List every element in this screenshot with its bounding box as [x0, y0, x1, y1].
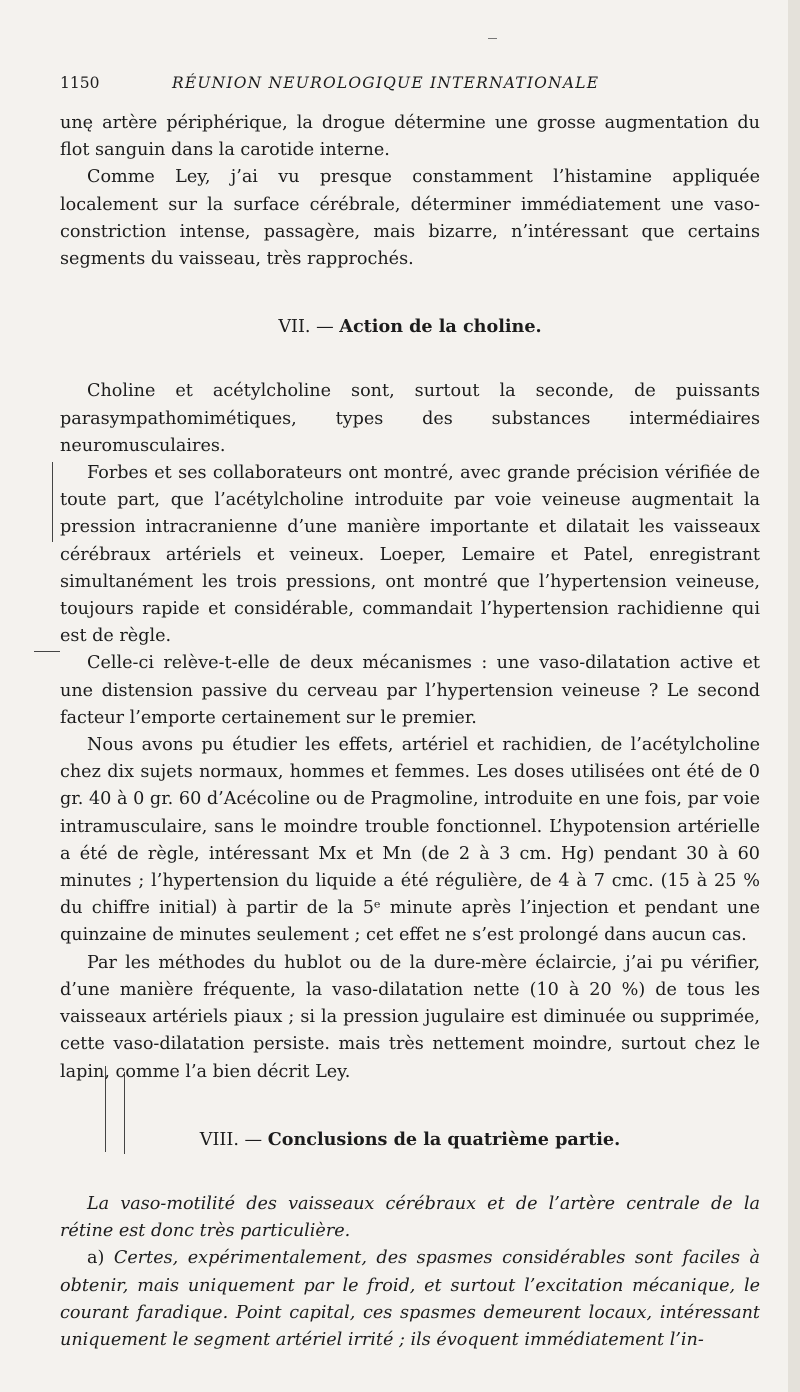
section-heading-vii	[60, 313, 760, 341]
section-heading-viii	[60, 1126, 760, 1154]
item-text: Certes, expérimentalement, des spasmes considérables sont faciles à obtenir, mais uniquement par le froid, et surtout l’excitation mécanique, le courant faradique. Point capital, ces spasmes demeurent locaux, intéressant uniquement le segment artériel irrité ; ils évoquent immédiatement l’in-	[60, 1248, 761, 1350]
item-label: a)	[87, 1248, 105, 1269]
page-edge-shadow	[788, 0, 800, 1392]
conclusions	[60, 1191, 760, 1354]
page-number: 1150	[60, 74, 100, 92]
section-number: VIII. —	[199, 1129, 263, 1150]
body-text	[60, 110, 760, 1354]
section-title: Conclusions de la quatrième partie.	[267, 1128, 621, 1150]
section-title: Action de la choline.	[339, 316, 542, 338]
paragraph: Comme Ley, j’ai vu presque constamment l’histamine appliquée localement sur la surface cérébrale, déterminer immédiatement une vaso-constriction intense, passagère, mais bizarre, n’intéressant que certains segments du vaisseau, très rapprochés.	[60, 167, 760, 270]
running-title: RÉUNION NEUROLOGIQUE INTERNATIONALE	[172, 74, 600, 92]
paragraph: Nous avons pu étudier les effets, artériel et rachidien, de l’acétylcholine chez dix sujets normaux, hommes et femmes. Les doses utilisées ont été de 0 gr. 40 à 0 gr. 60 d’Acécoline ou de Pragmoline, introduite en une fois, par voie intramusculaire, sans le moindre trouble fonctionnel. L’hypotension artérielle a été de règle, intéressant Mx et Mn (de 2 à 3 cm. Hg) pendant 30 à 60 minutes ; l’hypertension du liquide a été régulière, de 4 à 7 cmc. (15 à 25 % du chiffre initial) à partir de la 5ᵉ minute après l’injection et pendant une quinzaine de minutes seulement ; cet effet ne s’est prolongé dans aucun cas.	[60, 735, 760, 946]
paragraph: unę artère périphérique, la drogue détermine une grosse augmentation du flot sanguin dans la carotide interne.	[60, 113, 760, 161]
paragraph: Forbes et ses collaborateurs ont montré, avec grande précision vérifiée de toute part, que l’acétylcholine introduite par voie veineuse augmentait la pression intracranienne d’une manière importante et dilatait les vaisseaux cérébraux artériels et veineux. Loeper, Lemaire et Patel, enregistrant simultanément les trois pressions, ont montré que l’hypertension veineuse, toujours rapide et considérable, commandait l’hypertension rachidienne qui est de règle.	[60, 463, 760, 647]
paragraph: Celle-ci relève-t-elle de deux mécanismes : une vaso-dilatation active et une distension passive du cerveau par l’hypertension veineuse ? Le second facteur l’emporte certainement sur le premier.	[60, 653, 760, 728]
section-number: VII. —	[278, 317, 334, 338]
paragraph: Choline et acétylcholine sont, surtout la seconde, de puissants parasympathomimétiques, types des substances intermédiaires neuromusculaires.	[60, 381, 760, 456]
margin-annotation-dash	[34, 651, 60, 652]
paragraph: La vaso-motilité des vaisseaux cérébraux et de l’artère centrale de la rétine est donc très particulière.	[60, 1193, 760, 1242]
margin-annotation-line	[52, 462, 53, 542]
page-mark	[488, 38, 497, 39]
running-header	[60, 74, 760, 98]
paragraph: Par les méthodes du hublot ou de la dure-mère éclaircie, j’ai pu vérifier, d’une manière fréquente, la vaso-dilatation nette (10 à 20 %) de tous les vaisseaux artériels piaux ; si la pression jugulaire est diminuée ou supprimée, cette vaso-dilatation persiste. mais très nettement moindre, surtout chez le lapin, comme l’a bien décrit Ley.	[60, 952, 760, 1082]
paragraph	[60, 1245, 760, 1354]
